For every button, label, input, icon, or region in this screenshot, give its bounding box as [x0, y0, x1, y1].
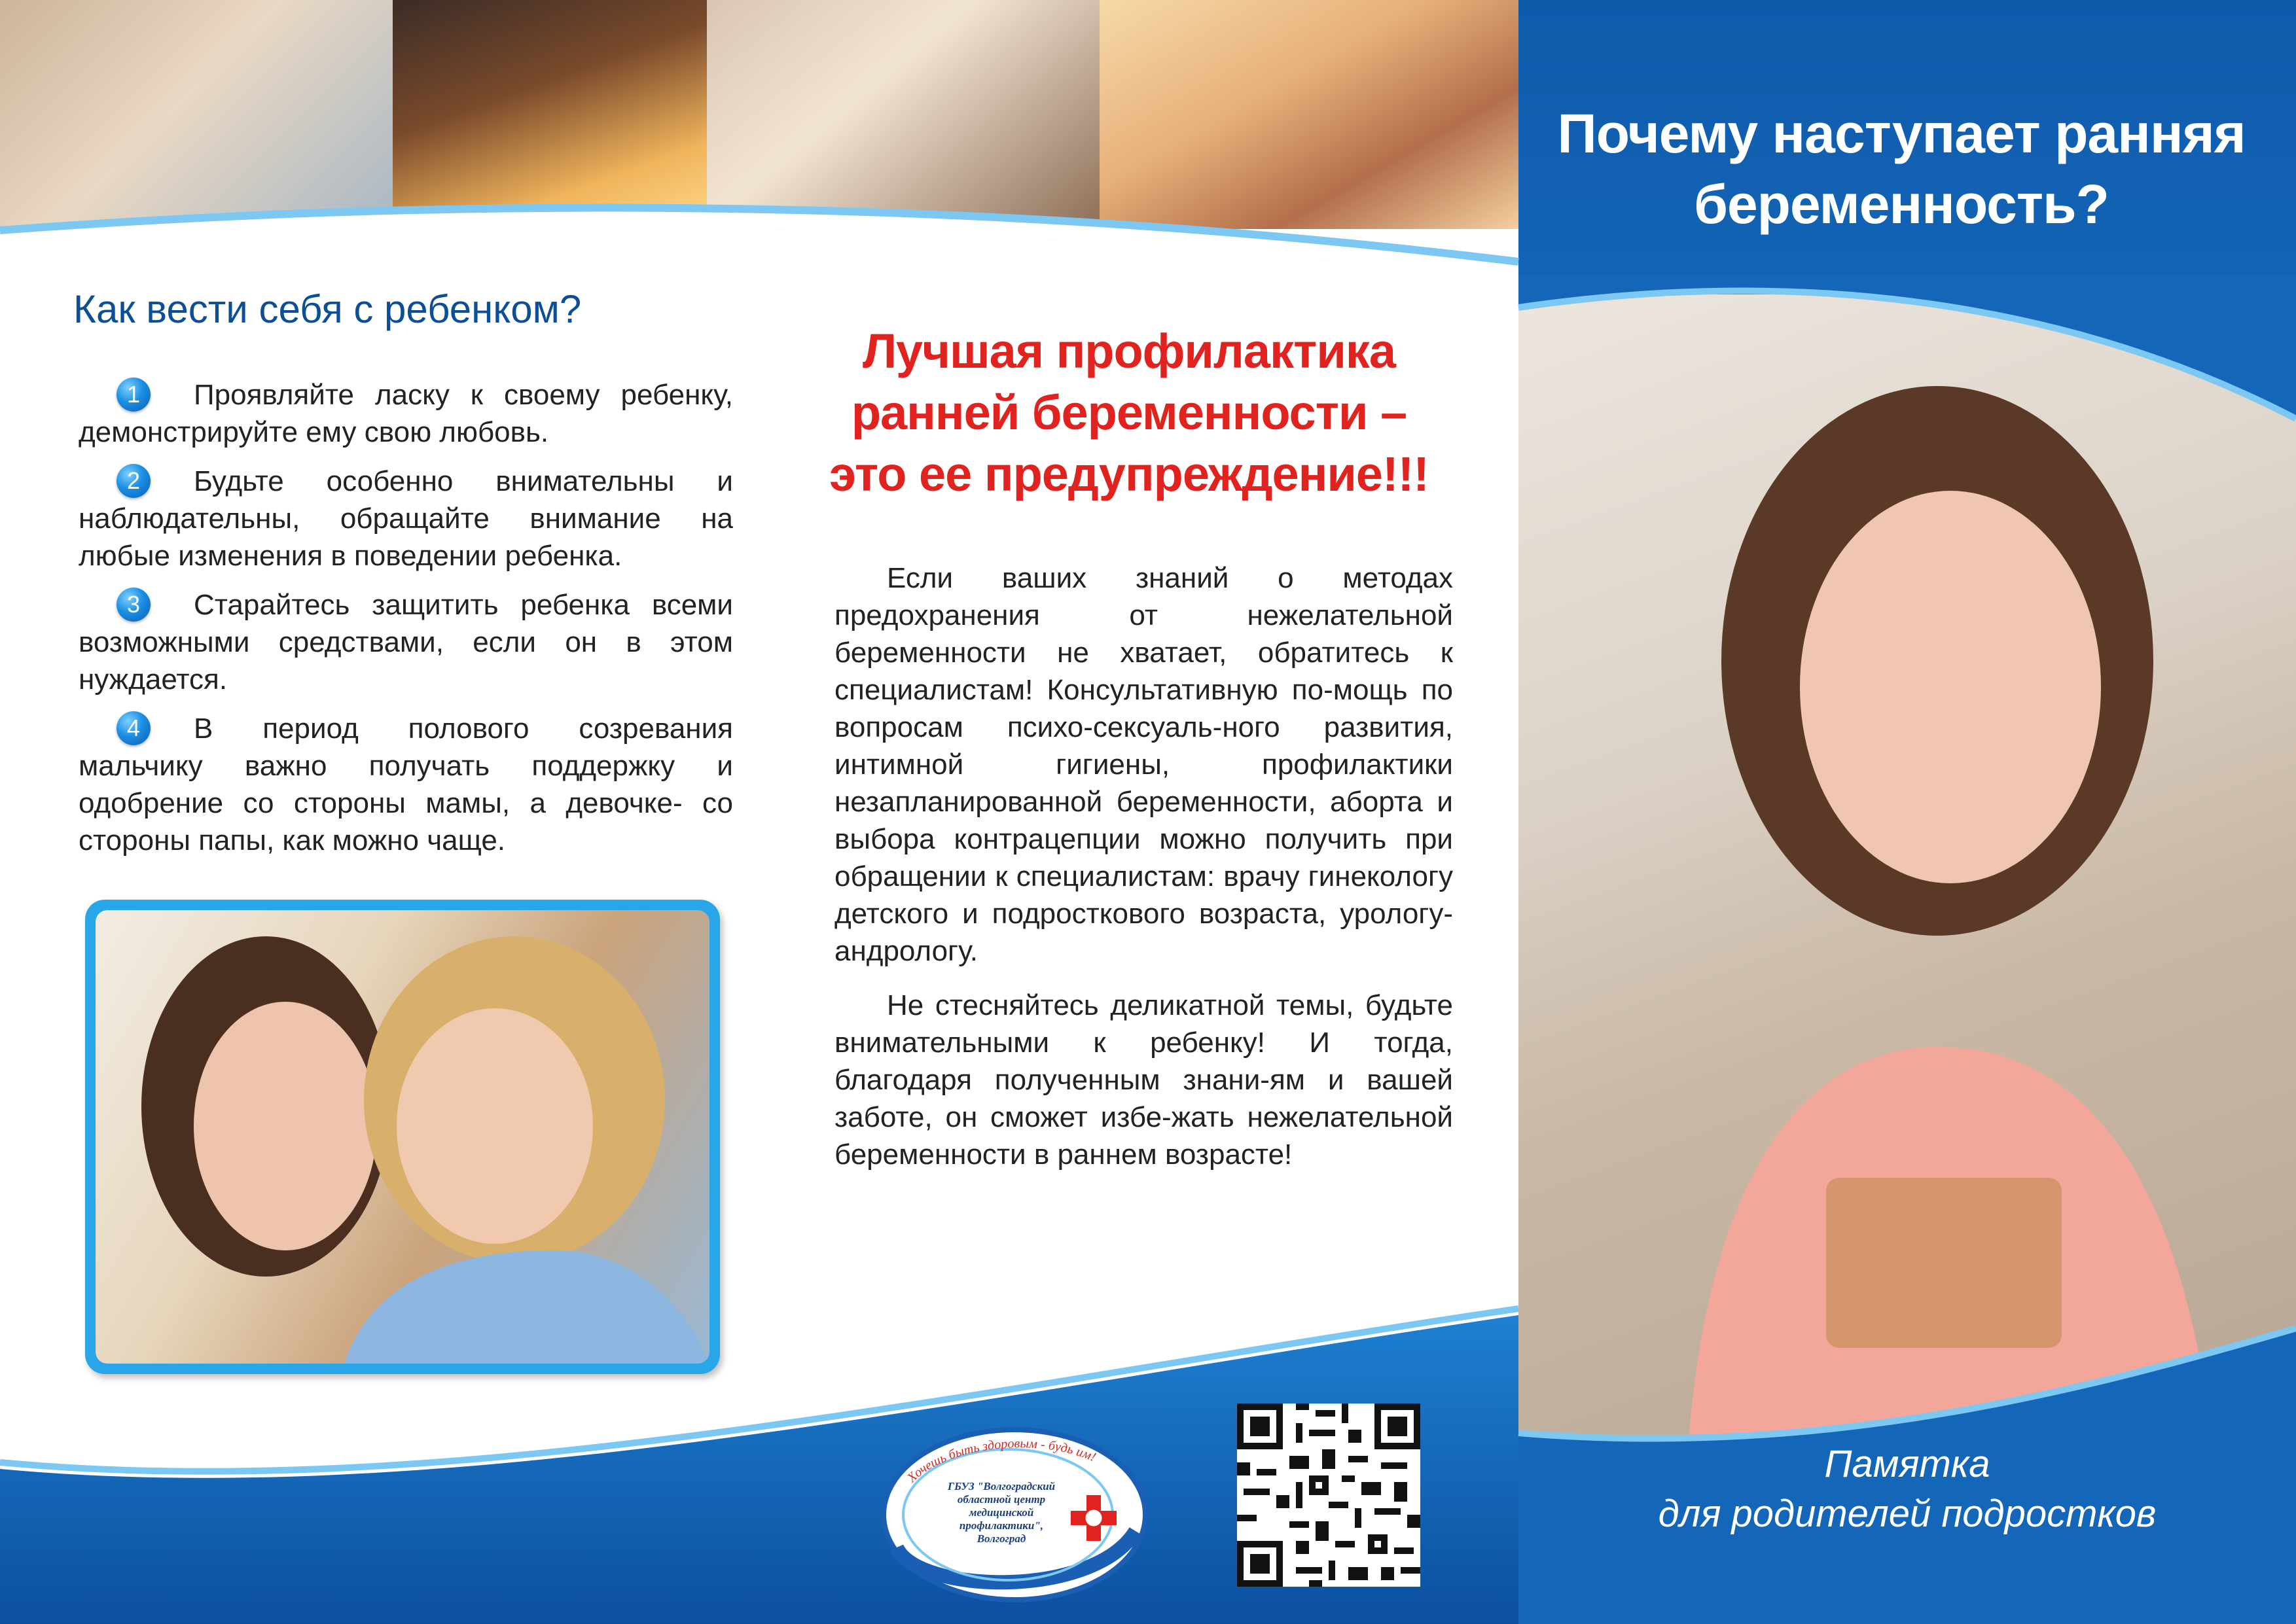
advice-text: Проявляйте ласку к своему ребенку, демонстрируйте ему свою любовь. [79, 379, 733, 448]
number-badge-icon: 3 [117, 588, 151, 622]
advice-text: В период полового созревания мальчику важно получать поддержку и одобрение со стороны мамы, а девочке- со стороны папы, как можно чаще. [79, 713, 733, 856]
number-badge-icon: 4 [117, 711, 151, 745]
middle-text [834, 559, 1453, 1190]
advice-text: Будьте особенно внимательны и наблюдательны, обращайте внимание на любые изменения в поведении ребенка. [79, 465, 733, 572]
logo-org-line-1: ГБУЗ "Волгоградский [947, 1480, 1056, 1492]
logo-org-line-3: медицинской [969, 1506, 1034, 1519]
advice-item [79, 710, 733, 859]
logo-slogan: Хочешь быть здоровым - будь им! [904, 1436, 1098, 1486]
middle-heading [766, 321, 1492, 505]
advice-item [79, 376, 733, 451]
middle-heading-line-3: это ее предупреждение!!! [829, 447, 1429, 501]
number-badge-icon: 1 [117, 378, 151, 412]
logo-org-line-4: профилактики", [959, 1519, 1044, 1532]
brochure-subtitle [1518, 1439, 2296, 1539]
paragraph-consultation: Если ваших знаний о методах предохранения от нежелательной беременности не хватает, обратитесь к специалистам! Консультативную по-мощь по вопросам психо-сексуаль-ного развития, интимной гигиены, профилактики незапланированной беременности, аборта и выбора контрацепции можно получить при обращении к специалистам: врачу гинекологу детского и подросткового возраста, урологу-андрологу. [834, 562, 1453, 967]
advice-item [79, 463, 733, 574]
middle-heading-line-2: ранней беременности – [851, 385, 1407, 440]
number-badge-icon: 2 [117, 464, 151, 498]
advice-text: Старайтесь защитить ребенка всеми возможными средствами, если он в этом нуждается. [79, 589, 733, 696]
advice-list [79, 376, 733, 871]
subtitle-line-1: Памятка [1824, 1443, 1990, 1485]
logo-org-line-2: областной центр [957, 1493, 1046, 1506]
brochure-title [1535, 98, 2268, 239]
logo-org-line-5: Волгоград [977, 1532, 1026, 1545]
qr-code [1237, 1403, 1420, 1587]
organization-logo [877, 1417, 1152, 1606]
title-line-2: беременность? [1694, 173, 2109, 235]
qr-code-icon [1237, 1403, 1420, 1587]
paragraph-care: Не стесняйтесь деликатной темы, будьте внимательными к ребенку! И тогда, благодаря полученным знани-ям и вашей заботе, он сможет избе-жать нежелательной беременности в раннем возрасте! [834, 989, 1453, 1171]
title-line-1: Почему наступает ранняя [1557, 103, 2246, 164]
left-heading: Как вести себя с ребенком? [73, 287, 582, 331]
photo-mother-and-daughter-frame [85, 900, 720, 1374]
subtitle-line-2: для родителей подростков [1658, 1492, 2157, 1535]
mother-daughter-silhouette [96, 910, 709, 1364]
photo-mother-and-daughter [96, 910, 709, 1364]
middle-heading-line-1: Лучшая профилактика [862, 324, 1396, 378]
advice-item [79, 586, 733, 698]
